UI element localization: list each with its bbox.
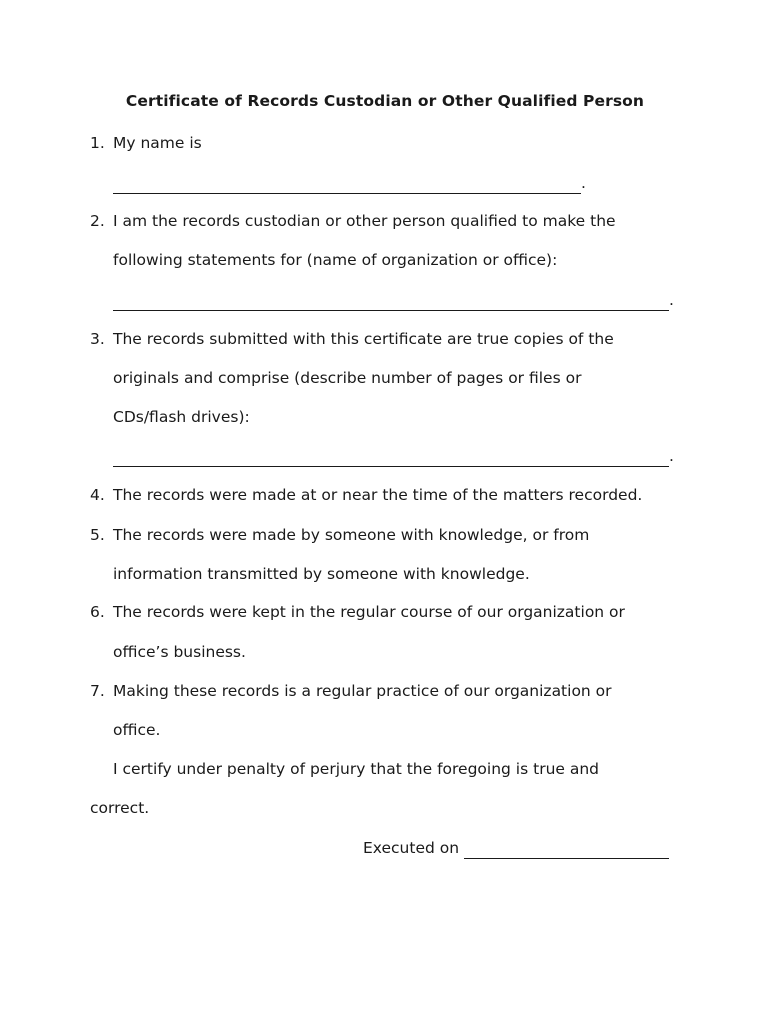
item-number: 5. — [90, 526, 105, 544]
item-number: 2. — [90, 212, 105, 230]
blank-period: . — [581, 174, 586, 192]
item-text: originals and comprise (describe number of pages or files or — [113, 369, 582, 387]
item-text: CDs/flash drives): — [113, 408, 250, 426]
blank-line — [113, 177, 581, 194]
item-text: Making these records is a regular practice of our organization or — [113, 682, 612, 700]
name-blank-field[interactable] — [113, 172, 586, 194]
item-text: office. — [113, 721, 161, 739]
blank-line — [113, 294, 669, 311]
item-number: 7. — [90, 682, 105, 700]
executed-on-row — [363, 837, 669, 859]
blank-period: . — [669, 291, 674, 309]
blank-line — [113, 450, 669, 467]
blank-period: . — [669, 447, 674, 465]
executed-on-label: Executed on — [363, 839, 460, 857]
item-text: following statements for (name of organization or office): — [113, 251, 558, 269]
item-text: The records were made by someone with knowledge, or from — [113, 526, 590, 544]
item-text: The records were made at or near the time of the matters recorded. — [113, 486, 643, 504]
item-number: 4. — [90, 486, 105, 504]
item-text: I am the records custodian or other person qualified to make the — [113, 212, 616, 230]
certification-statement: I certify under penalty of perjury that the foregoing is true and — [113, 760, 600, 778]
item-text: information transmitted by someone with knowledge. — [113, 565, 530, 583]
document-title: Certificate of Records Custodian or Other Qualified Person — [125, 92, 645, 110]
item-number: 3. — [90, 330, 105, 348]
item-number: 6. — [90, 603, 105, 621]
item-number: 1. — [90, 134, 105, 152]
certification-statement-continued: correct. — [90, 799, 150, 817]
item-text: The records submitted with this certificate are true copies of the — [113, 330, 614, 348]
item-text: My name is — [113, 134, 202, 152]
records-description-blank-field[interactable] — [113, 445, 674, 467]
item-text: office’s business. — [113, 643, 246, 661]
organization-blank-field[interactable] — [113, 289, 674, 311]
item-text: The records were kept in the regular course of our organization or — [113, 603, 625, 621]
executed-on-date-field[interactable] — [464, 842, 669, 859]
